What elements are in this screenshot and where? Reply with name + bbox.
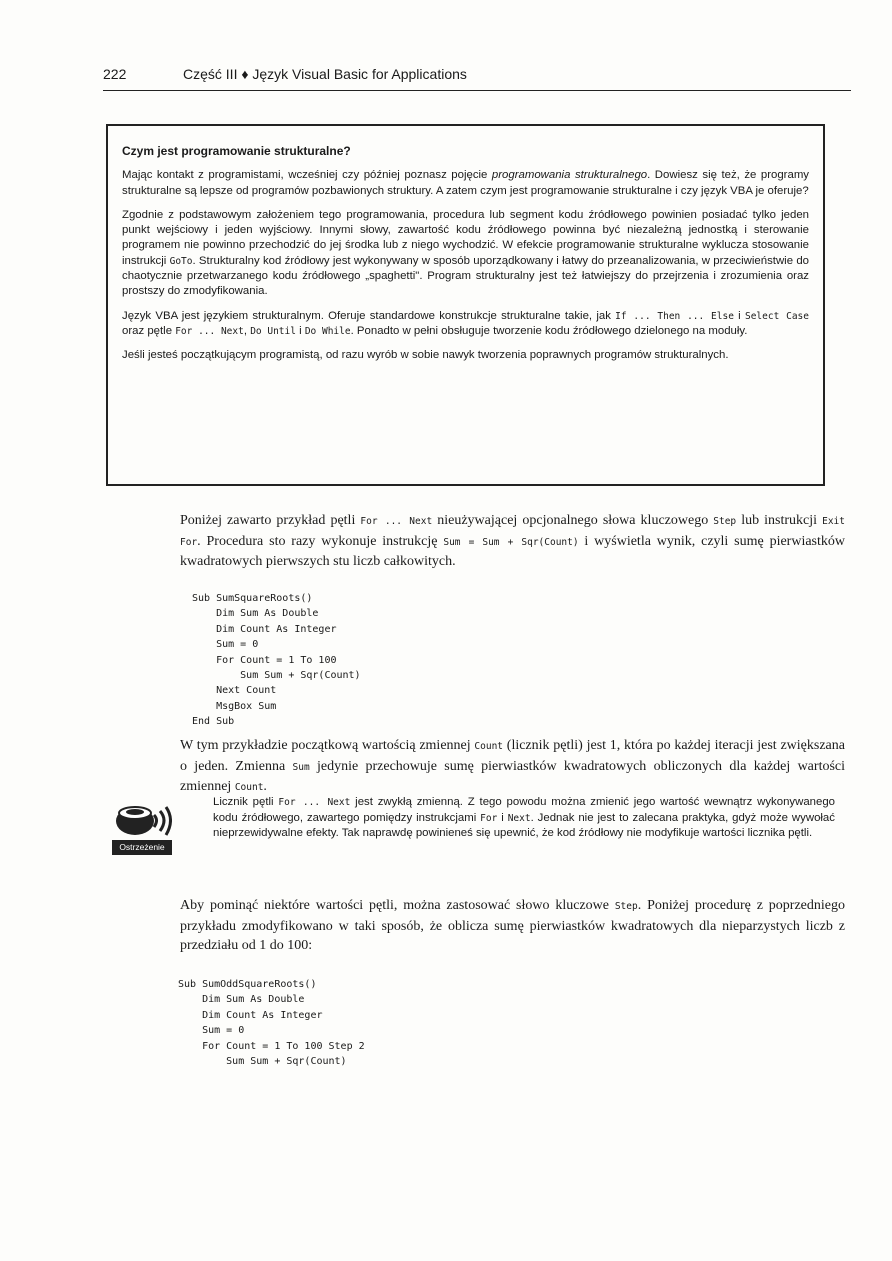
box-title: Czym jest programowanie strukturalne?: [122, 144, 351, 158]
warning-icon: [112, 797, 172, 857]
running-title: Część III ♦ Język Visual Basic for Applications: [183, 66, 467, 82]
box-paragraph-3: Język VBA jest językiem strukturalnym. Oferuje standardowe konstrukcje strukturalne takie, jak If ... Then ... Else i Select Case oraz pętle For ... Next, Do Until i Do While. Ponadto w pełni obsługuje tworzenie kodu źródłowego dzielonego na moduły.: [122, 309, 809, 337]
box-paragraph-2: Zgodnie z podstawowym założeniem tego programowania, procedura lub segment kodu źródłowego powinien posiadać tylko jeden punkt wejściowy i jeden wyjściowy. Innymi słowy, zawartość kodu źródłowego powinna być niezależną jednostką i sterowanie programem nie powinno przechodzić do jej środka lub z niego wychodzić. W efekcie programowanie strukturalne wyklucza stosowanie instrukcji GoTo. Strukturalny kod źródłowy jest wykonywany w sposób uporządkowany i łatwy do przeanalizowania, w przeciwieństwie do chaotycznie przetwarzanego kodu źródłowego „spaghetti". Program strukturalny jest też łatwiejszy do przejrzenia i zrozumienia oraz prostszy do zmodyfikowania.: [122, 208, 809, 298]
box-paragraph-4: Jeśli jesteś początkującym programistą, od razu wyrób w sobie nawyk tworzenia poprawnych programów strukturalnych.: [122, 349, 729, 362]
code-listing-1: Sub SumSquareRoots() Dim Sum As Double Dim Count As Integer Sum = 0 For Count = 1 To 100 Sum Sum + Sqr(Count) Next Count MsgBox Sum End Sub: [192, 593, 361, 728]
bomb-icon: [112, 797, 172, 841]
warning-text: Licznik pętli For ... Next jest zwykłą zmienną. Z tego powodu można zmienić jego wartość wewnątrz wykonywanego kodu źródłowego, zawartego pomiędzy instrukcjami For i Next. Jednak nie jest to zalecana praktyka, gdyż może wywołać nieprzewidywalne efekty. Tak naprawdę powinieneś się upewnić, że kod źródłowy nie modyfikuje wartości licznika pętli.: [213, 796, 835, 840]
warning-label: Ostrzeżenie: [112, 840, 172, 855]
sidebar-box: [106, 124, 825, 486]
body-paragraph-2: W tym przykładzie początkową wartością zmiennej Count (licznik pętli) jest 1, która po każdej iteracji jest zwiększana o jeden. Zmienna Sum jedynie przechowuje sumę pierwiastków kwadratowych obliczonych dla każdej wartości zmiennej Count.: [180, 738, 846, 794]
code-listing-2: Sub SumOddSquareRoots() Dim Sum As Double Dim Count As Integer Sum = 0 For Count = 1 To 100 Step 2 Sum Sum + Sqr(Count): [178, 979, 365, 1068]
body-paragraph-3: Aby pominąć niektóre wartości pętli, można zastosować słowo kluczowe Step. Poniżej procedurę z poprzedniego przykładu zmodyfikowano w taki sposób, że oblicza sumę pierwiastków kwadratowych dla nieparzystych liczb z przedziału od 1 do 100:: [180, 898, 845, 953]
box-paragraph-1: Mając kontakt z programistami, wcześniej czy później poznasz pojęcie programowania strukturalnego. Dowiesz się też, że programy strukturalne są lepsze od programów pozbawionych struktury. A zatem czym jest programowanie strukturalne i czy język VBA je oferuje?: [122, 169, 809, 197]
page-number: 222: [103, 66, 127, 82]
page-header: [103, 62, 851, 91]
body-paragraph-1: Poniżej zawarto przykład pętli For ... Next nieużywającej opcjonalnego słowa kluczowego Step lub instrukcji Exit For. Procedura sto razy wykonuje instrukcję Sum = Sum + Sqr(Count) i wyświetla wynik, czyli sumę pierwiastków kwadratowych pierwszych stu liczb całkowitych.: [180, 513, 845, 569]
